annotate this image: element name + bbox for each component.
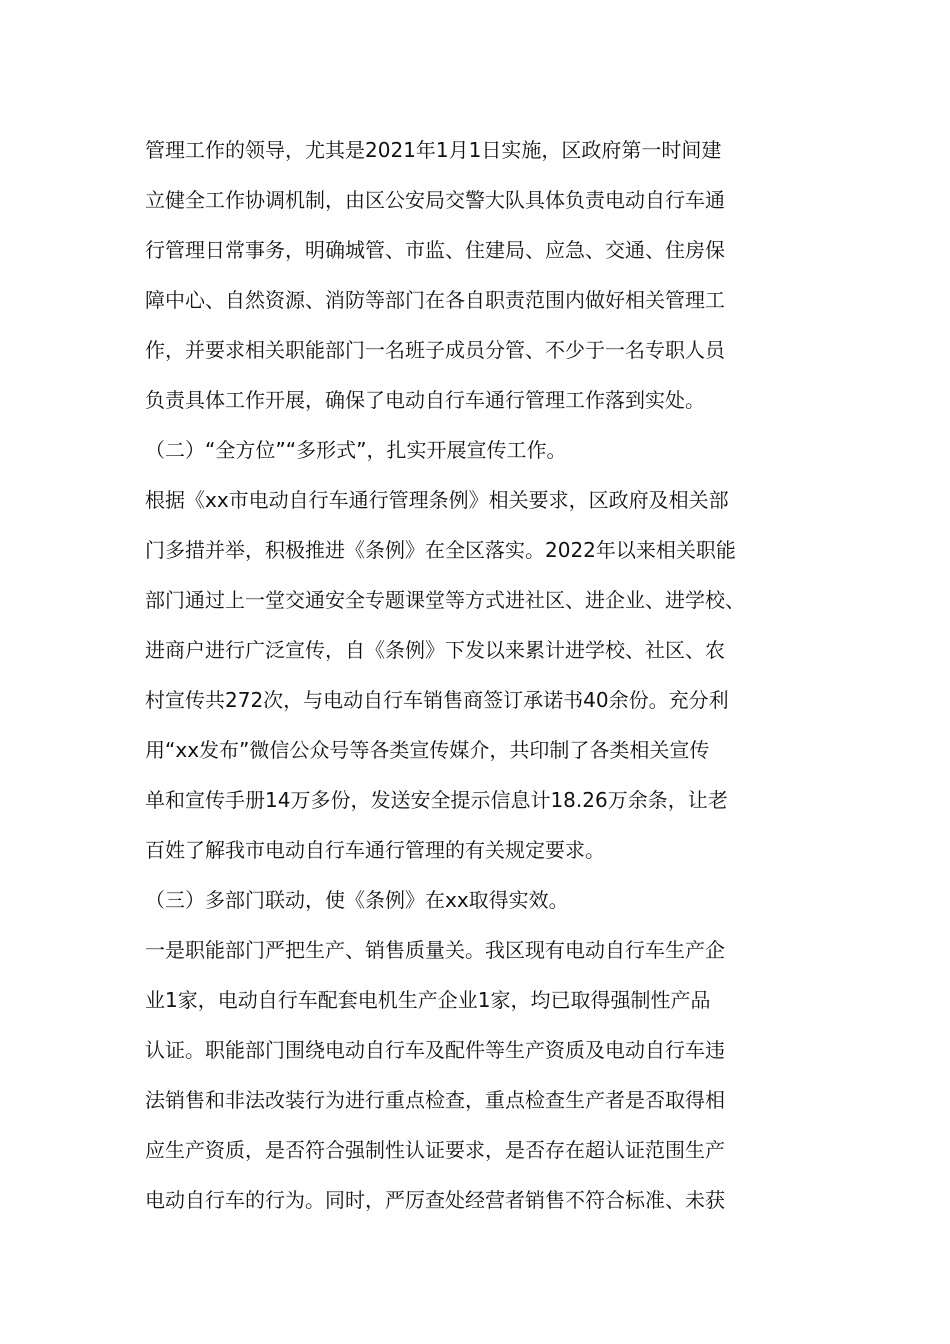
paragraph-line: 作，并要求相关职能部门一名班子成员分管、不少于一名专职人员 (145, 338, 725, 362)
paragraph-line: 村宣传共272次，与电动自行车销售商签订承诺书40余份。充分利 (145, 688, 729, 712)
paragraph-line: 障中心、自然资源、消防等部门在各自职责范围内做好相关管理工 (145, 288, 725, 312)
section-heading: （三）多部门联动，使《条例》在xx取得实效。 (145, 888, 569, 912)
paragraph-line: 应生产资质，是否符合强制性认证要求，是否存在超认证范围生产 (145, 1138, 725, 1162)
paragraph-line: 法销售和非法改装行为进行重点检查，重点检查生产者是否取得相 (145, 1088, 725, 1112)
paragraph-line: 电动自行车的行为。同时，严厉查处经营者销售不符合标准、未获 (145, 1188, 725, 1212)
paragraph-line: 进商户进行广泛宣传，自《条例》下发以来累计进学校、社区、农 (145, 638, 725, 662)
paragraph-line: 一是职能部门严把生产、销售质量关。我区现有电动自行车生产企 (145, 938, 725, 962)
paragraph-line: 单和宣传手册14万多份，发送安全提示信息计18.26万余条，让老 (145, 788, 728, 812)
paragraph-line: 部门通过上一堂交通安全专题课堂等方式进社区、进企业、进学校、 (145, 588, 745, 612)
paragraph-line: 认证。职能部门围绕电动自行车及配件等生产资质及电动自行车违 (145, 1038, 725, 1062)
paragraph-line: 百姓了解我市电动自行车通行管理的有关规定要求。 (145, 838, 605, 862)
paragraph-line: 行管理日常事务，明确城管、市监、住建局、应急、交通、住房保 (145, 238, 725, 262)
paragraph-line: 管理工作的领导，尤其是2021年1月1日实施，区政府第一时间建 (145, 138, 722, 162)
paragraph-line: 根据《xx市电动自行车通行管理条例》相关要求，区政府及相关部 (145, 488, 729, 512)
paragraph-line: 立健全工作协调机制，由区公安局交警大队具体负责电动自行车通 (145, 188, 725, 212)
section-heading: （二）“全方位”“多形式”，扎实开展宣传工作。 (145, 438, 567, 462)
paragraph-line: 门多措并举，积极推进《条例》在全区落实。2022年以来相关职能 (145, 538, 736, 562)
paragraph-line: 用“xx发布”微信公众号等各类宣传媒介，共印制了各类相关宣传 (145, 738, 710, 762)
paragraph-line: 负责具体工作开展，确保了电动自行车通行管理工作落到实处。 (145, 388, 705, 412)
paragraph-line: 业1家，电动自行车配套电机生产企业1家，均已取得强制性产品 (145, 988, 711, 1012)
